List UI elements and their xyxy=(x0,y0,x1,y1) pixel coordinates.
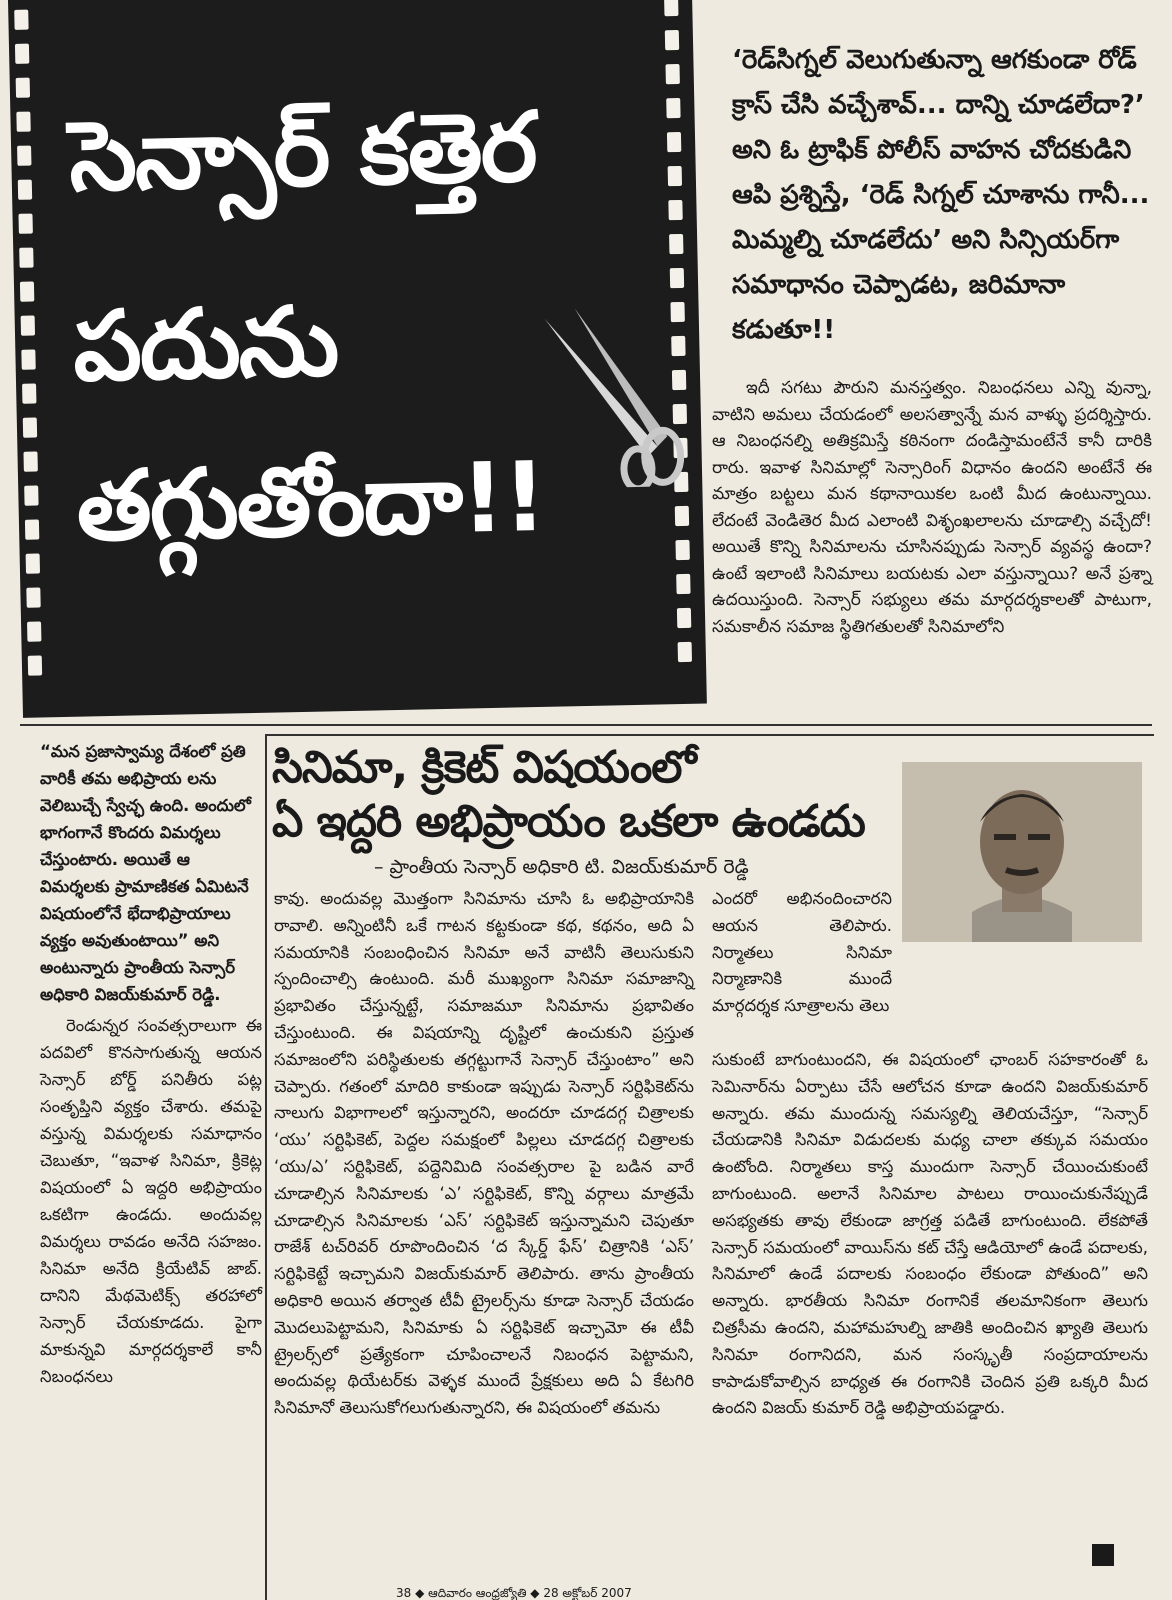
headline-line-3: తగ్గుతోందా!! xyxy=(75,440,546,563)
right-column xyxy=(712,1047,1148,1422)
body-top-paragraph: ఇదీ సగటు పౌరుని మనస్తత్వం. నిబంధనలు ఎన్ని వున్నా, వాటిని అమలు చేయడంలో అలసత్వాన్నే మన వాళ్ళు ప్రదర్శిస్తారు. ఆ నిబంధనల్ని అతిక్రమిస్తే కఠినంగా దండిస్తామంటేనే కానీ దారికి రారు. ఇవాళ సినిమాల్లో సెన్సారింగ్ విధానం ఉందని అంటేనే ఈ మాత్రం బట్టలు మన కథానాయికల ఒంటి మీద ఉంటున్నాయి. లేదంటే వెండితెర మీద ఎలాంటి విశృంఖలాలను చూడాల్సి వచ్చేదో! అయితే కొన్ని సినిమాలను చూసినప్పుడు సెన్సార్ వ్యవస్థ ఉందా? ఉంటే ఇలాంటి సినిమాలు బయటకు ఎలా వస్తున్నాయి? అనే ప్రశ్నా ఉదయిస్తుంది. సెన్సార్ సభ్యులు తమ మార్గదర్శకాలతో పాటుగా, సమకాలీన సమాజ స్థితిగతులతో సినిమాలోని xyxy=(712,378,1152,637)
portrait-illustration xyxy=(902,762,1142,942)
film-strip-banner xyxy=(8,0,707,718)
intro-text: ‘రెడ్‌సిగ్నల్ వెలుగుతున్నా ఆగకుండా రోడ్ క్రాస్ చేసి వచ్చేశావ్... దాన్ని చూడలేదా?’ అని ఓ ట్రాఫిక్ పోలీస్ వాహన చోదకుడిని ఆపి ప్రశ్నిస్తే, ‘రెడ్ సిగ్నల్ చూశాను గానీ... మిమ్మల్ని చూడలేదు’ అని సిన్సియర్‌గా సమాధానం చెప్పాడట, జరిమానా కడుతూ!! xyxy=(732,45,1150,345)
end-of-article-marker xyxy=(1092,1544,1114,1566)
officer-portrait xyxy=(902,762,1142,942)
headline-line-2: పదును xyxy=(72,285,339,403)
middle-column-text: కావు. అందువల్ల మొత్తంగా సినిమాను చూసి ఓ అభిప్రాయానికి రావాలి. అన్నింటినీ ఒకే గాటన కట్టకుండా కథ, కథనం, అది ఏ సమయానికి సంబంధించిన సినిమా అనే వాటినీ తెలుసుకుని స్పందించాల్సి ఉంటుంది. మరీ ముఖ్యంగా సినిమా సమాజాన్ని ప్రభావితం చేస్తున్నట్టే, సమాజమూ సినిమాను ప్రభావితం చేస్తుంటుంది. ఈ విషయాన్ని దృష్టిలో ఉంచుకుని ప్రస్తుత సమాజంలోని పరిస్థితులకు తగ్గట్టుగానే సెన్సార్ చేస్తుంటాం” అని చెప్పారు. గతంలో మాదిరి కాకుండా ఇప్పుడు సెన్సార్ సర్టిఫికెట్‌ను నాలుగు విభాగాలలో ఇస్తున్నారని, అందరూ చూడదగ్గ చిత్రాలకు ‘యు’ సర్టిఫికెట్, పెద్దల సమక్షంలో పిల్లలు చూడదగ్గ చిత్రాలకు ‘యు/ఎ’ సర్టిఫికెట్, పద్దెనిమిది సంవత్సరాల పై బడిన వారే చూడాల్సిన సినిమాలకు ‘ఎ’ సర్టిఫికెట్, కొన్ని వర్గాలు మాత్రమే చూడాల్సిన సినిమాలకు ‘ఎస్’ సర్టిఫికెట్ ఇస్తున్నామని చెపుతూ రాజేశ్ టచ్‌రివర్ రూపొందించిన ‘ద స్కేర్డ్ ఫేస్’ చిత్రానికి ‘ఎస్’ సర్టిఫికెట్టే ఇచ్చామని విజయ్‌కుమార్ తెలిపారు. తాను ప్రాంతీయ అధికారి అయిన తర్వాత టీవీ ట్రైలర్స్‌ను కూడా సెన్సార్ చేయడం మొదలుపెట్టామని, సినిమాకు ఏ సర్టిఫికెట్ ఇచ్చామో ఈ టీవీ ట్రైలర్స్‌లో ప్రత్యేకంగా చూపించాలనే నిబంధన పెట్టామని, అందువల్ల థియేటర్‌కు వెళ్ళక ముందే ప్రేక్షకులు అది ఏ కేటగిరి సినిమానో తెలుసుకోగలుగుతున్నారని, ఈ విషయంలో తమను xyxy=(274,889,694,1418)
right-column-text: సుకుంటే బాగుంటుందని, ఈ విషయంలో ఛాంబర్ సహకారంతో ఓ సెమినార్‌ను ఏర్పాటు చేసే ఆలోచన కూడా ఉందని విజయ్‌కుమార్ అన్నారు. తమ ముందున్న సమస్యల్ని తెలియచేస్తూ, “సెన్సార్ చేయడానికి సినిమా విడుదలకు మధ్య చాలా తక్కువ సమయం ఉంటోంది. నిర్మాతలు కాస్త ముందుగా సెన్సార్ చేయించుకుంటే బాగుంటుంది. అలానే సినిమాల పాటలు రాయించుకునేప్పుడే అసభ్యతకు తావు లేకుండా జాగ్రత్త పడితే బాగుంటుంది. లేకపోతే సెన్సార్ సమయంలో వాయిస్‌ను కట్ చేస్తే ఆడియోలో ఉండే పదాలకు, సినిమాలో ఉండే పదాలకు సంబంధం లేకుండా పోతుంది” అని అన్నారు. భారతీయ సినిమా రంగానికే తలమానికంగా తెలుగు చిత్రసీమ ఉందని, మహామహుల్ని జాతికి అందించిన ఖ్యాతి తెలుగు సినిమా రంగానిదని, మన సంస్కృతీ సంప్రదాయాలను కాపాడుకోవాల్సిన బాధ్యత ఈ రంగానికి చెందిన ప్రతి ఒక్కరి మీద ఉందని విజయ్ కుమార్ రెడ్డి అభిప్రాయపడ్డారు. xyxy=(712,1050,1148,1418)
right-column-top-text: ఎందరో అభినందించారని ఆయన తెలిపారు. నిర్మాతలు సినిమా నిర్మాణానికి ముందే మార్గదర్శక సూత్రాలను తెలు xyxy=(712,889,892,1016)
page-footer: 38 ◆ ఆదివారం ఆంధ్రజ్యోతి ◆ 28 అక్టోబర్ 2007 xyxy=(396,1586,632,1600)
pull-quote xyxy=(40,738,262,1008)
scissors-icon xyxy=(534,296,688,489)
subheadline-line-1: సినిమా, క్రికెట్ విషయంలో xyxy=(272,742,696,793)
left-column xyxy=(40,1012,262,1390)
right-column-top xyxy=(712,886,892,1020)
subheadline-line-2: ఏ ఇద్దరి అభిప్రాయం ఒకలా ఉండదు xyxy=(272,796,865,847)
section-divider xyxy=(20,724,1152,726)
intro-paragraph xyxy=(732,38,1152,353)
middle-column xyxy=(274,886,694,1422)
byline: – ప్రాంతీయ సెన్సార్ అధికారి టి. విజయ్‌కుమార్ రెడ్డి xyxy=(374,856,749,878)
film-sprocket-holes-left xyxy=(14,0,51,718)
pull-quote-text: “మన ప్రజాస్వామ్య దేశంలో ప్రతి వారికీ తమ అభిప్రాయ లను వెలిబుచ్చే స్వేచ్ఛ ఉంది. అందులో భాగంగానే కొందరు విమర్శలు చేస్తుంటారు. అయితే ఆ విమర్శలకు ప్రామాణికత ఏమిటనే విషయంలోనే భేదాభిప్రాయాలు వ్యక్తం అవుతుంటాయి” అని అంటున్నారు ప్రాంతీయ సెన్సార్ అధికారి విజయ్‌కుమార్ రెడ్డి. xyxy=(40,742,251,1004)
left-column-text: రెండున్నర సంవత్సరాలుగా ఈ పదవిలో కొనసాగుతున్న ఆయన సెన్సార్ బోర్డ్ పనితీరు పట్ల సంతృప్తిని వ్యక్తం చేశారు. తమపై వస్తున్న విమర్శలకు సమాధానం చెబుతూ, “ఇవాళ సినిమా, క్రికెట్ల విషయంలో ఏ ఇద్దరి అభిప్రాయం ఒకటిగా ఉండదు. అందువల్ల విమర్శలు రావడం అనేది సహజం. సినిమా అనేది క్రియేటివ్ జాబ్. దానిని మేథమెటిక్స్ తరహాలో సెన్సార్ చేయకూడదు. పైగా మాకున్నవి మార్గదర్శకాలే కానీ నిబంధనలు xyxy=(40,1016,262,1386)
headline-line-1: సెన్సార్ కత్తెర xyxy=(68,91,537,213)
